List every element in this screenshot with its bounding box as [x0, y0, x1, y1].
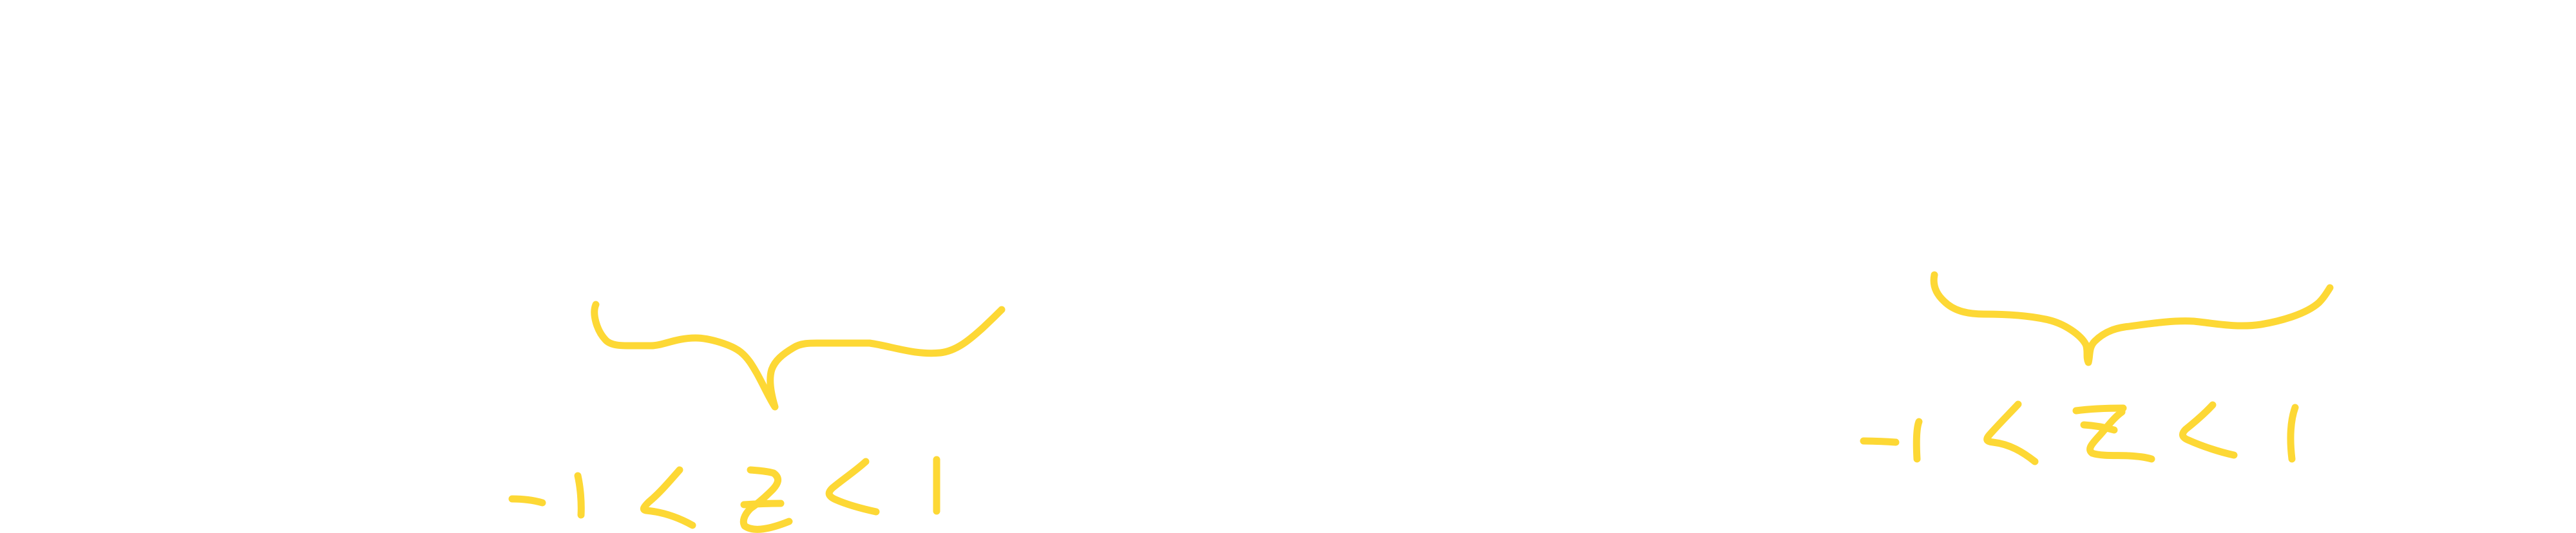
right-glyph-chevron	[2182, 405, 2234, 455]
left-handwritten-glyphs	[512, 460, 937, 529]
right-glyph-tick	[1916, 422, 1919, 459]
right-annotation-group	[1864, 275, 2330, 462]
right-handwritten-glyphs	[1864, 404, 2295, 462]
right-glyph-bar	[2076, 408, 2123, 411]
left-glyph-hook	[644, 470, 692, 525]
left-glyph-bar	[744, 503, 781, 505]
left-curly-brace-icon	[595, 304, 1002, 407]
right-glyph-hook	[1987, 404, 2035, 462]
left-annotation-group	[512, 304, 1002, 529]
right-glyph-line	[2291, 407, 2295, 459]
right-glyph-bar-2	[2084, 425, 2114, 430]
left-glyph-tick	[578, 476, 581, 515]
left-glyph-z	[743, 470, 789, 529]
left-glyph-dash	[512, 499, 542, 503]
right-glyph-z	[2090, 412, 2151, 459]
right-glyph-dash	[1864, 441, 1896, 442]
right-curly-brace-icon	[1934, 275, 2330, 362]
left-glyph-chevron	[829, 462, 876, 512]
